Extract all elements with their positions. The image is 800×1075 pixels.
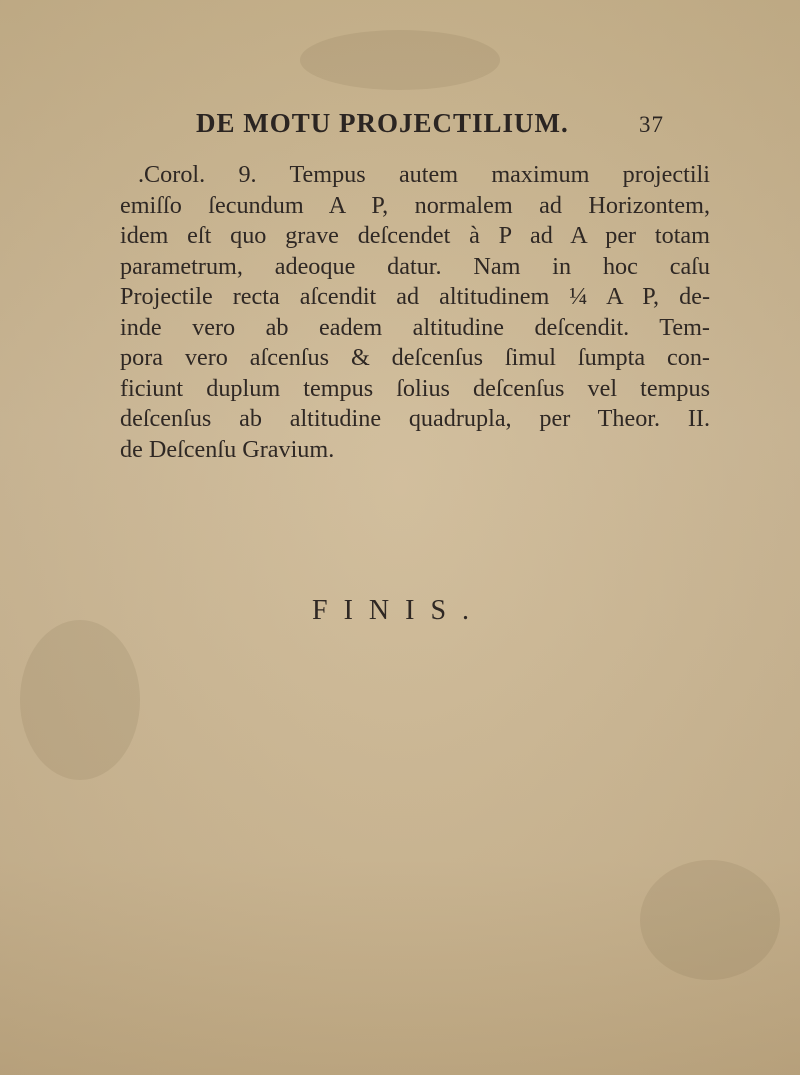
paper-stain xyxy=(300,30,500,90)
paragraph-line: .Corol. 9. Tempus autem maximum projectili xyxy=(138,161,710,188)
paragraph-line: ficiunt duplum tempus ſolius deſcenſus vel tempus xyxy=(120,374,710,402)
paragraph-line: de Deſcenſu Gravium. xyxy=(120,435,335,463)
paragraph-line: inde vero ab eadem altitudine deſcendit. Tem- xyxy=(120,313,710,341)
paragraph-line: idem eſt quo grave deſcendet à P ad A per totam xyxy=(120,222,710,249)
paragraph-line: deſcenſus ab altitudine quadrupla, per Theor. II. xyxy=(120,405,710,432)
paragraph-line: parametrum, adeoque datur. Nam in hoc caſu xyxy=(120,252,710,280)
paragraph-line: Projectile recta aſcendit ad altitudinem ¼ A P, de- xyxy=(120,283,710,310)
paragraph xyxy=(120,160,720,465)
paper-stain xyxy=(20,620,140,780)
paragraph-line: pora vero aſcenſus & deſcenſus ſimul ſumpta con- xyxy=(120,344,710,371)
running-head-title: DE MOTU PROJECTILIUM. xyxy=(196,108,569,138)
page-number: 37 xyxy=(639,112,664,137)
paragraph-line: emiſſo ſecundum A P, normalem ad Horizontem, xyxy=(120,191,710,219)
running-head xyxy=(196,108,696,148)
finis-heading: FINIS. xyxy=(312,595,486,626)
paper-stain xyxy=(640,860,780,980)
